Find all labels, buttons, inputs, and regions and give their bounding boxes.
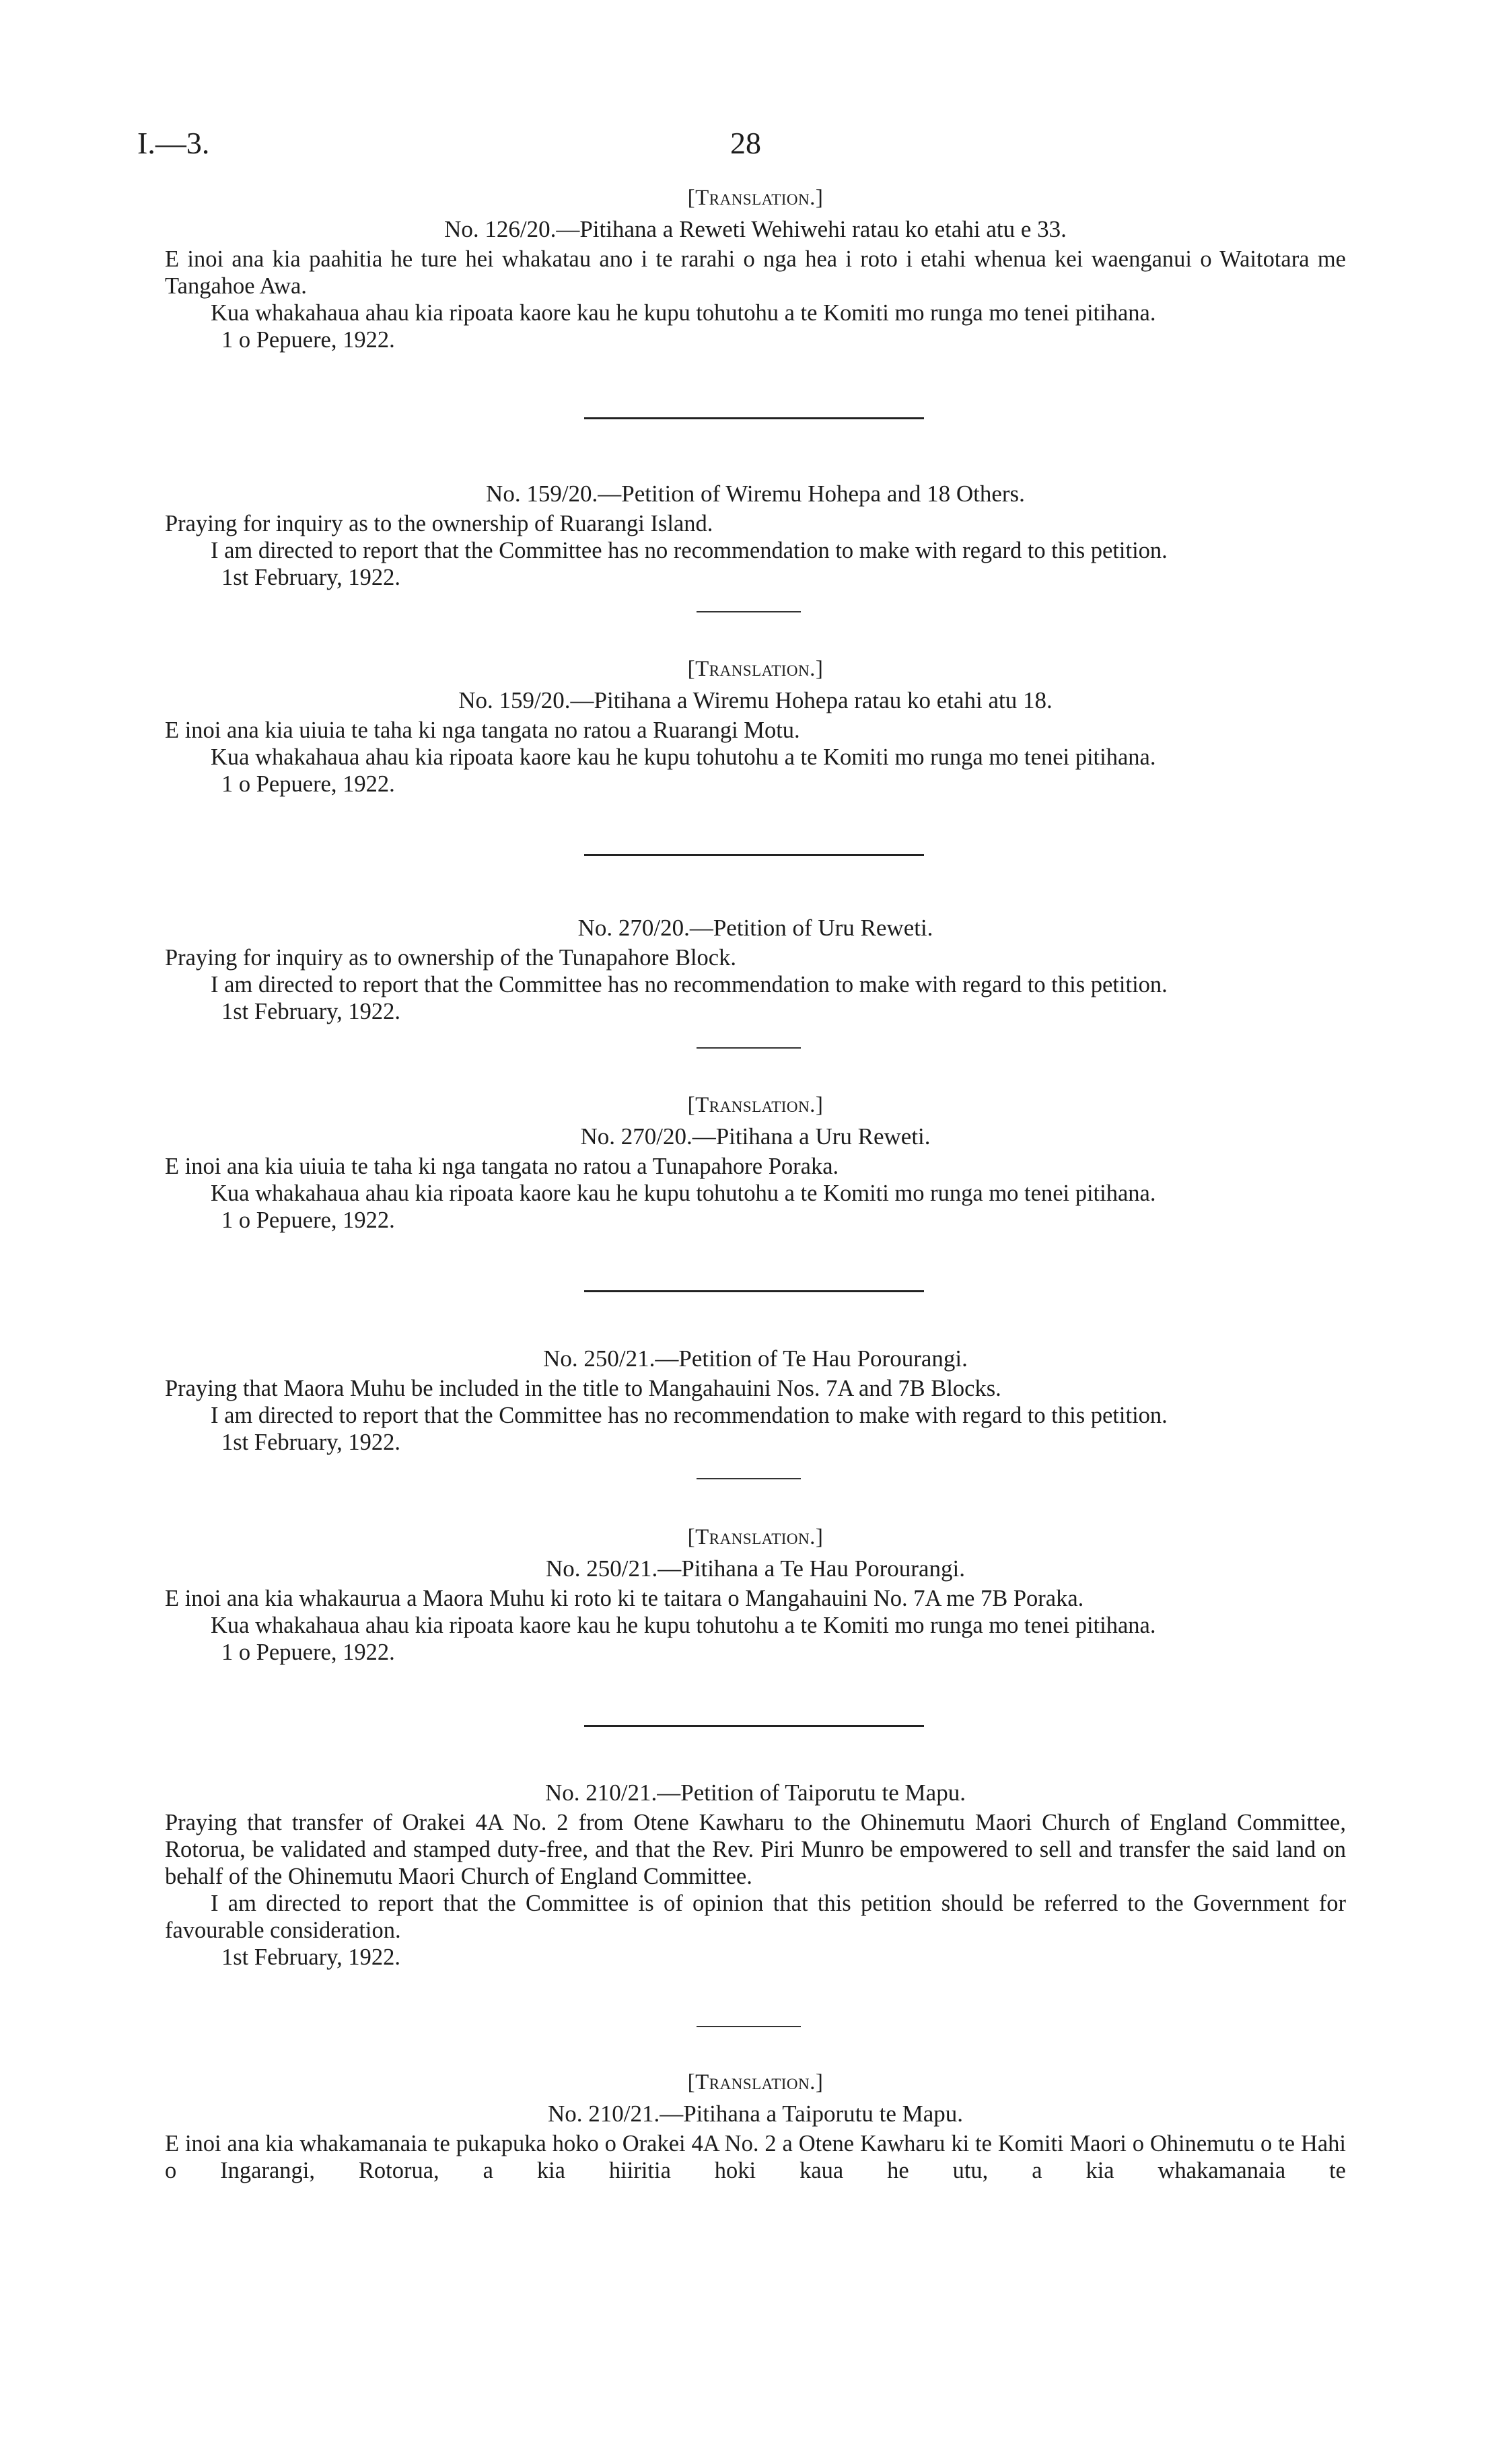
petition-section — [165, 478, 1346, 591]
petition-title: No. 159/20.—Petition of Wiremu Hohepa and 18 Others. — [486, 481, 1025, 507]
short-divider — [697, 1047, 801, 1049]
translation-label: [Translation.] — [687, 2070, 824, 2095]
petition-title: No. 270/20.—Petition of Uru Reweti. — [577, 915, 933, 941]
report-date: 1st February, 1922. — [221, 565, 401, 590]
petition-prayer: E inoi ana kia whakaurua a Maora Muhu ki roto ki te taitara o Mangahauini No. 7A me 7B Poraka. — [165, 1586, 1084, 1611]
report-date: 1st February, 1922. — [221, 1944, 401, 1970]
petition-section — [165, 912, 1346, 1025]
petition-prayer: E inoi ana kia whakamanaia te pukapuka hoko o Orakei 4A No. 2 a Otene Kawharu ki te Komiti Maori o Ohinemutu o te Hahi o Ingarangi, Rotorua, a kia hiiritia hoki kaua he utu, a kia whakamanaia te — [165, 2131, 1346, 2183]
petition-section — [165, 1343, 1346, 1456]
committee-report: Kua whakahaua ahau kia ripoata kaore kau he kupu tohutohu a te Komiti mo runga mo tenei pitihana. — [211, 744, 1156, 770]
petition-prayer: E inoi ana kia uiuia te taha ki nga tangata no ratou a Tunapahore Poraka. — [165, 1154, 839, 1179]
petition-prayer: E inoi ana kia uiuia te taha ki nga tangata no ratou a Ruarangi Motu. — [165, 717, 800, 743]
document-reference: I.—3. — [137, 126, 210, 160]
section-divider — [584, 1725, 924, 1727]
committee-report: Kua whakahaua ahau kia ripoata kaore kau he kupu tohutohu a te Komiti mo runga mo tenei pitihana. — [211, 1181, 1156, 1206]
petition-section — [165, 1090, 1346, 1234]
translation-label: [Translation.] — [687, 186, 824, 210]
petition-title: No. 270/20.—Pitihana a Uru Reweti. — [580, 1123, 931, 1150]
committee-report: I am directed to report that the Committee has no recommendation to make with regard to this petition. — [211, 1403, 1168, 1428]
committee-report: Kua whakahaua ahau kia ripoata kaore kau he kupu tohutohu a te Komiti mo runga mo tenei pitihana. — [211, 1613, 1156, 1638]
translation-label: [Translation.] — [687, 1525, 824, 1549]
petition-title: No. 250/21.—Pitihana a Te Hau Porourangi. — [546, 1555, 965, 1582]
petition-section — [165, 2068, 1346, 2184]
petition-title: No. 126/20.—Pitihana a Reweti Wehiwehi ratau ko etahi atu e 33. — [444, 216, 1067, 242]
petition-section — [165, 1522, 1346, 1666]
report-date: 1 o Pepuere, 1922. — [221, 1640, 395, 1665]
report-date: 1 o Pepuere, 1922. — [221, 327, 395, 353]
translation-label: [Translation.] — [687, 1093, 824, 1117]
committee-report: I am directed to report that the Committee is of opinion that this petition should be referred to the Government for favourable consideration. — [165, 1891, 1346, 1943]
petition-section — [165, 183, 1346, 353]
committee-report: I am directed to report that the Committee has no recommendation to make with regard to this petition. — [211, 538, 1168, 563]
short-divider — [697, 2026, 801, 2027]
petition-section — [165, 1777, 1346, 1971]
petition-prayer: Praying that Maora Muhu be included in the title to Mangahauini Nos. 7A and 7B Blocks. — [165, 1376, 1001, 1401]
report-date: 1st February, 1922. — [221, 1430, 401, 1455]
petition-section — [165, 654, 1346, 798]
committee-report: I am directed to report that the Committee has no recommendation to make with regard to this petition. — [211, 972, 1168, 997]
petition-title: No. 250/21.—Petition of Te Hau Porourangi. — [543, 1345, 968, 1372]
report-date: 1 o Pepuere, 1922. — [221, 1207, 395, 1233]
report-date: 1st February, 1922. — [221, 999, 401, 1024]
petition-title: No. 159/20.—Pitihana a Wiremu Hohepa ratau ko etahi atu 18. — [458, 687, 1053, 713]
short-divider — [697, 611, 801, 612]
petition-prayer: Praying that transfer of Orakei 4A No. 2 from Otene Kawharu to the Ohinemutu Maori Church of England Committee, Rotorua, be validated and stamped duty-free, and that the Rev. Piri Munro be empowered to sell and transfer the said land on behalf of the Ohinemutu Maori Church of England Committee. — [165, 1810, 1346, 1889]
petition-title: No. 210/21.—Petition of Taiporutu te Mapu. — [545, 1780, 966, 1806]
short-divider — [697, 1478, 801, 1479]
report-date: 1 o Pepuere, 1922. — [221, 771, 395, 797]
committee-report: Kua whakahaua ahau kia ripoata kaore kau he kupu tohutohu a te Komiti mo runga mo tenei pitihana. — [211, 300, 1156, 326]
petition-title: No. 210/21.—Pitihana a Taiporutu te Mapu. — [547, 2101, 964, 2127]
petition-prayer: Praying for inquiry as to ownership of the Tunapahore Block. — [165, 945, 736, 971]
petition-prayer: Praying for inquiry as to the ownership of Ruarangi Island. — [165, 511, 713, 536]
page-number: 28 — [730, 126, 761, 160]
section-divider — [584, 1290, 924, 1292]
section-divider — [584, 854, 924, 856]
translation-label: [Translation.] — [687, 657, 824, 681]
section-divider — [584, 417, 924, 419]
petition-prayer: E inoi ana kia paahitia he ture hei whakatau ano i te rarahi o nga hea i roto i etahi whenua kei waenganui o Waitotara me Tangahoe Awa. — [165, 246, 1346, 299]
